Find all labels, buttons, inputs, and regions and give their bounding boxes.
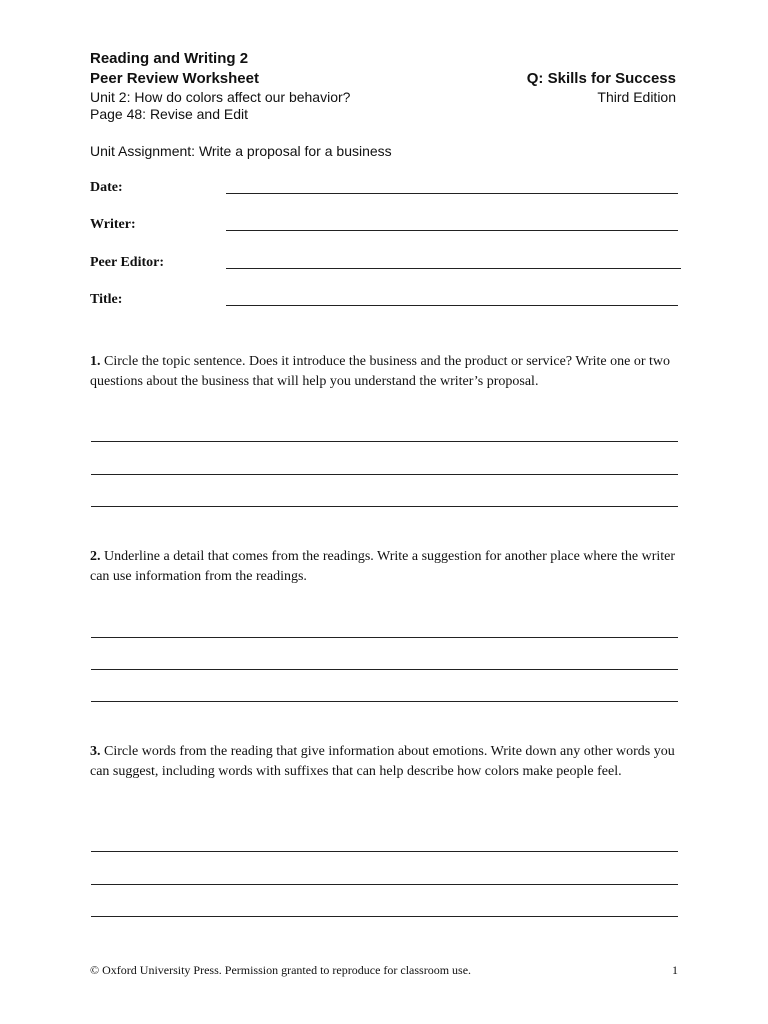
date-line[interactable] — [226, 193, 678, 194]
question-3 — [90, 742, 680, 782]
title-line[interactable] — [226, 305, 678, 306]
book-title: Q: Skills for Success — [526, 70, 676, 87]
question-number: 1. — [90, 354, 101, 369]
writer-line[interactable] — [226, 230, 678, 231]
answer-line[interactable] — [91, 916, 678, 917]
page-reference: Page 48: Revise and Edit — [90, 106, 248, 122]
peer-editor-line[interactable] — [226, 268, 681, 269]
question-number: 3. — [90, 744, 101, 759]
unit-heading: Unit 2: How do colors affect our behavior? — [90, 89, 351, 105]
answer-line[interactable] — [91, 669, 678, 670]
question-1 — [90, 352, 680, 392]
page-number: 1 — [672, 963, 678, 977]
question-2 — [90, 547, 680, 587]
peer-editor-label: Peer Editor: — [90, 255, 164, 270]
question-text: Circle words from the reading that give information about emotions. Write down any other words you can suggest, including words with suffixes that can help describe how colors make people feel. — [90, 744, 675, 779]
answer-line[interactable] — [91, 441, 678, 442]
answer-line[interactable] — [91, 474, 678, 475]
answer-line[interactable] — [91, 884, 678, 885]
copyright-notice: © Oxford University Press. Permission granted to reproduce for classroom use. — [90, 963, 472, 977]
answer-line[interactable] — [91, 851, 678, 852]
edition-label: Third Edition — [597, 89, 676, 105]
answer-line[interactable] — [91, 701, 678, 702]
course-title: Reading and Writing 2 — [90, 50, 249, 67]
worksheet-title: Peer Review Worksheet — [90, 70, 259, 87]
question-text: Circle the topic sentence. Does it introduce the business and the product or service? Write one or two questions about the business that will help you understand the writer’s proposal. — [90, 354, 671, 389]
question-text: Underline a detail that comes from the readings. Write a suggestion for another place where the writer can use information from the readings. — [90, 549, 676, 584]
answer-line[interactable] — [91, 637, 678, 638]
answer-line[interactable] — [91, 506, 678, 507]
writer-label: Writer: — [90, 217, 136, 232]
date-label: Date: — [90, 180, 123, 195]
question-number: 2. — [90, 549, 101, 564]
title-label: Title: — [90, 292, 123, 307]
assignment-label: Unit Assignment: Write a proposal for a business — [90, 143, 392, 159]
